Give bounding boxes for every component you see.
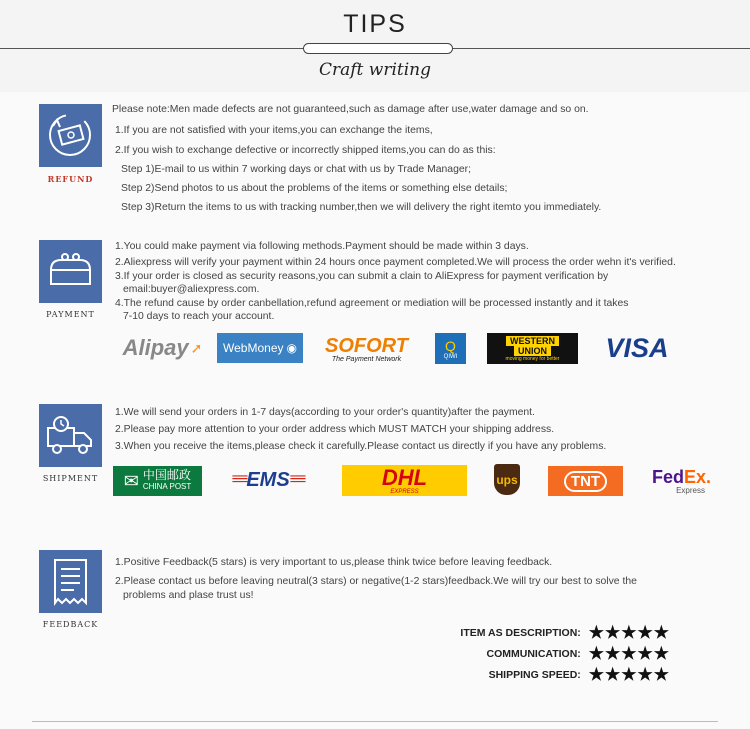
china-post-logo bbox=[113, 466, 202, 496]
dhl-subtitle: EXPRESS bbox=[390, 488, 419, 495]
refund-label: REFUND bbox=[47, 174, 94, 184]
feedback-label: FEEDBACK bbox=[42, 620, 99, 629]
webmoney-logo bbox=[217, 333, 303, 363]
fedex-logo bbox=[643, 466, 711, 496]
dhl-logo bbox=[342, 465, 467, 496]
bottom-divider bbox=[32, 721, 718, 722]
feedback-line-2: 2.Please contact us before leaving neutral(3 stars) or negative(1-2 stars)feedback.We will try our best to solve the bbox=[115, 576, 637, 587]
qiwi-logo bbox=[435, 333, 466, 364]
ems-text: EMS bbox=[246, 468, 290, 491]
visa-logo bbox=[596, 333, 678, 363]
rating-stars: ★★★★★ bbox=[588, 623, 670, 642]
ems-logo bbox=[218, 466, 318, 494]
wu-subtitle: moving money for better bbox=[505, 355, 560, 362]
wu-line-2: UNION bbox=[514, 346, 551, 356]
ups-logo bbox=[494, 464, 520, 495]
page-title: TIPS bbox=[343, 10, 407, 38]
sofort-text: SOFORT bbox=[325, 334, 408, 357]
webmoney-text: WebMoney bbox=[223, 341, 284, 355]
feedback-line-2b: problems and plase trust us! bbox=[123, 590, 254, 601]
rating-stars: ★★★★★ bbox=[588, 644, 670, 663]
refund-step-1: Step 1)E-mail to us within 7 working days or chat with us by Trade Manager; bbox=[121, 164, 471, 175]
rating-row bbox=[487, 645, 671, 663]
sofort-logo bbox=[322, 333, 411, 365]
wallet-icon bbox=[39, 240, 102, 303]
refund-line-2: 2.If you wish to exchange defective or incorrectly shipped items,you can do as this: bbox=[115, 145, 496, 156]
delivery-truck-icon bbox=[39, 404, 102, 467]
wu-line-1: WESTERN bbox=[506, 336, 559, 346]
tnt-logo bbox=[548, 466, 623, 496]
rating-row bbox=[460, 624, 670, 642]
shipment-label: SHIPMENT bbox=[42, 474, 99, 483]
payment-email: email:buyer@aliexpress.com. bbox=[123, 284, 260, 295]
qiwi-q-icon: Q bbox=[445, 337, 456, 354]
western-union-logo bbox=[487, 333, 578, 364]
header bbox=[0, 0, 750, 92]
rating-label: ITEM AS DESCRIPTION: bbox=[460, 627, 581, 639]
sofort-subtitle: The Payment Network bbox=[331, 355, 402, 363]
rating-label: COMMUNICATION: bbox=[486, 648, 581, 660]
refund-step-2: Step 2)Send photos to us about the problems of the items or something else details; bbox=[121, 183, 508, 194]
rating-stars: ★★★★★ bbox=[588, 665, 670, 684]
refund-icon bbox=[39, 104, 102, 167]
ups-text: ups bbox=[496, 472, 518, 487]
fedex-ex: Ex. bbox=[683, 466, 711, 487]
refund-line-1: 1.If you are not satisfied with your items,you can exchange the items, bbox=[115, 125, 433, 136]
payment-line-3: 3.If your order is closed as security reasons,you can submit a clain to AliExpress for payment verification by bbox=[115, 271, 609, 282]
payment-label: PAYMENT bbox=[46, 310, 95, 319]
china-post-en: CHINA POST bbox=[142, 482, 192, 491]
refund-note: Please note:Men made defects are not guaranteed,such as damage after use,water damage and so on. bbox=[112, 104, 589, 115]
alipay-text: Alipay bbox=[122, 335, 189, 360]
fedex-fed: Fed bbox=[651, 466, 684, 487]
payment-line-1: 1.You could make payment via following methods.Payment should be made within 3 days. bbox=[115, 241, 529, 252]
payment-line-4b: 7-10 days to reach your account. bbox=[123, 311, 275, 322]
alipay-swoosh-icon: ➚ bbox=[190, 339, 203, 356]
ems-stripes-icon: ≡≡ bbox=[231, 471, 247, 488]
visa-text: VISA bbox=[605, 332, 669, 363]
dhl-text: DHL bbox=[381, 464, 428, 490]
feedback-line-1: 1.Positive Feedback(5 stars) is very important to us,please think twice before leaving feedback. bbox=[115, 557, 553, 568]
china-post-emblem-icon: ✉ bbox=[123, 470, 139, 491]
refund-step-3: Step 3)Return the items to us with tracking number,then we will delivery the right itemto you immediately. bbox=[121, 202, 602, 213]
feedback-form-icon bbox=[39, 550, 102, 613]
rating-panel bbox=[420, 624, 670, 688]
alipay-logo bbox=[120, 333, 205, 363]
page-subtitle: Craft writing bbox=[318, 60, 431, 80]
tnt-text: TNT bbox=[564, 471, 607, 492]
payment-line-2: 2.Aliexpress will verify your payment within 24 hours once payment completed.We will process the order wehn it's verified. bbox=[115, 257, 676, 268]
shipment-line-3: 3.When you receive the items,please check it carefully.Please contact us directly if you have any problems. bbox=[115, 441, 607, 452]
qiwi-text: QIWI bbox=[443, 353, 458, 360]
fedex-subtitle: Express bbox=[676, 485, 705, 495]
payment-line-4: 4.The refund cause by order canbellation,refund agreement or mediation will be processed instantly and it takes bbox=[115, 298, 629, 309]
ems-stripes-right-icon: ≡≡ bbox=[289, 471, 305, 488]
rating-label: SHIPPING SPEED: bbox=[488, 669, 581, 681]
shipment-line-2: 2.Please pay more attention to your order address which MUST MATCH your shipping address. bbox=[115, 424, 555, 435]
rating-row bbox=[489, 666, 670, 684]
china-post-cn: 中国邮政 bbox=[142, 468, 191, 482]
shipment-line-1: 1.We will send your orders in 1-7 days(according to your order's quantity)after the payment. bbox=[115, 407, 535, 418]
header-pill-ornament bbox=[303, 43, 453, 54]
webmoney-globe-icon: ◉ bbox=[286, 341, 297, 355]
